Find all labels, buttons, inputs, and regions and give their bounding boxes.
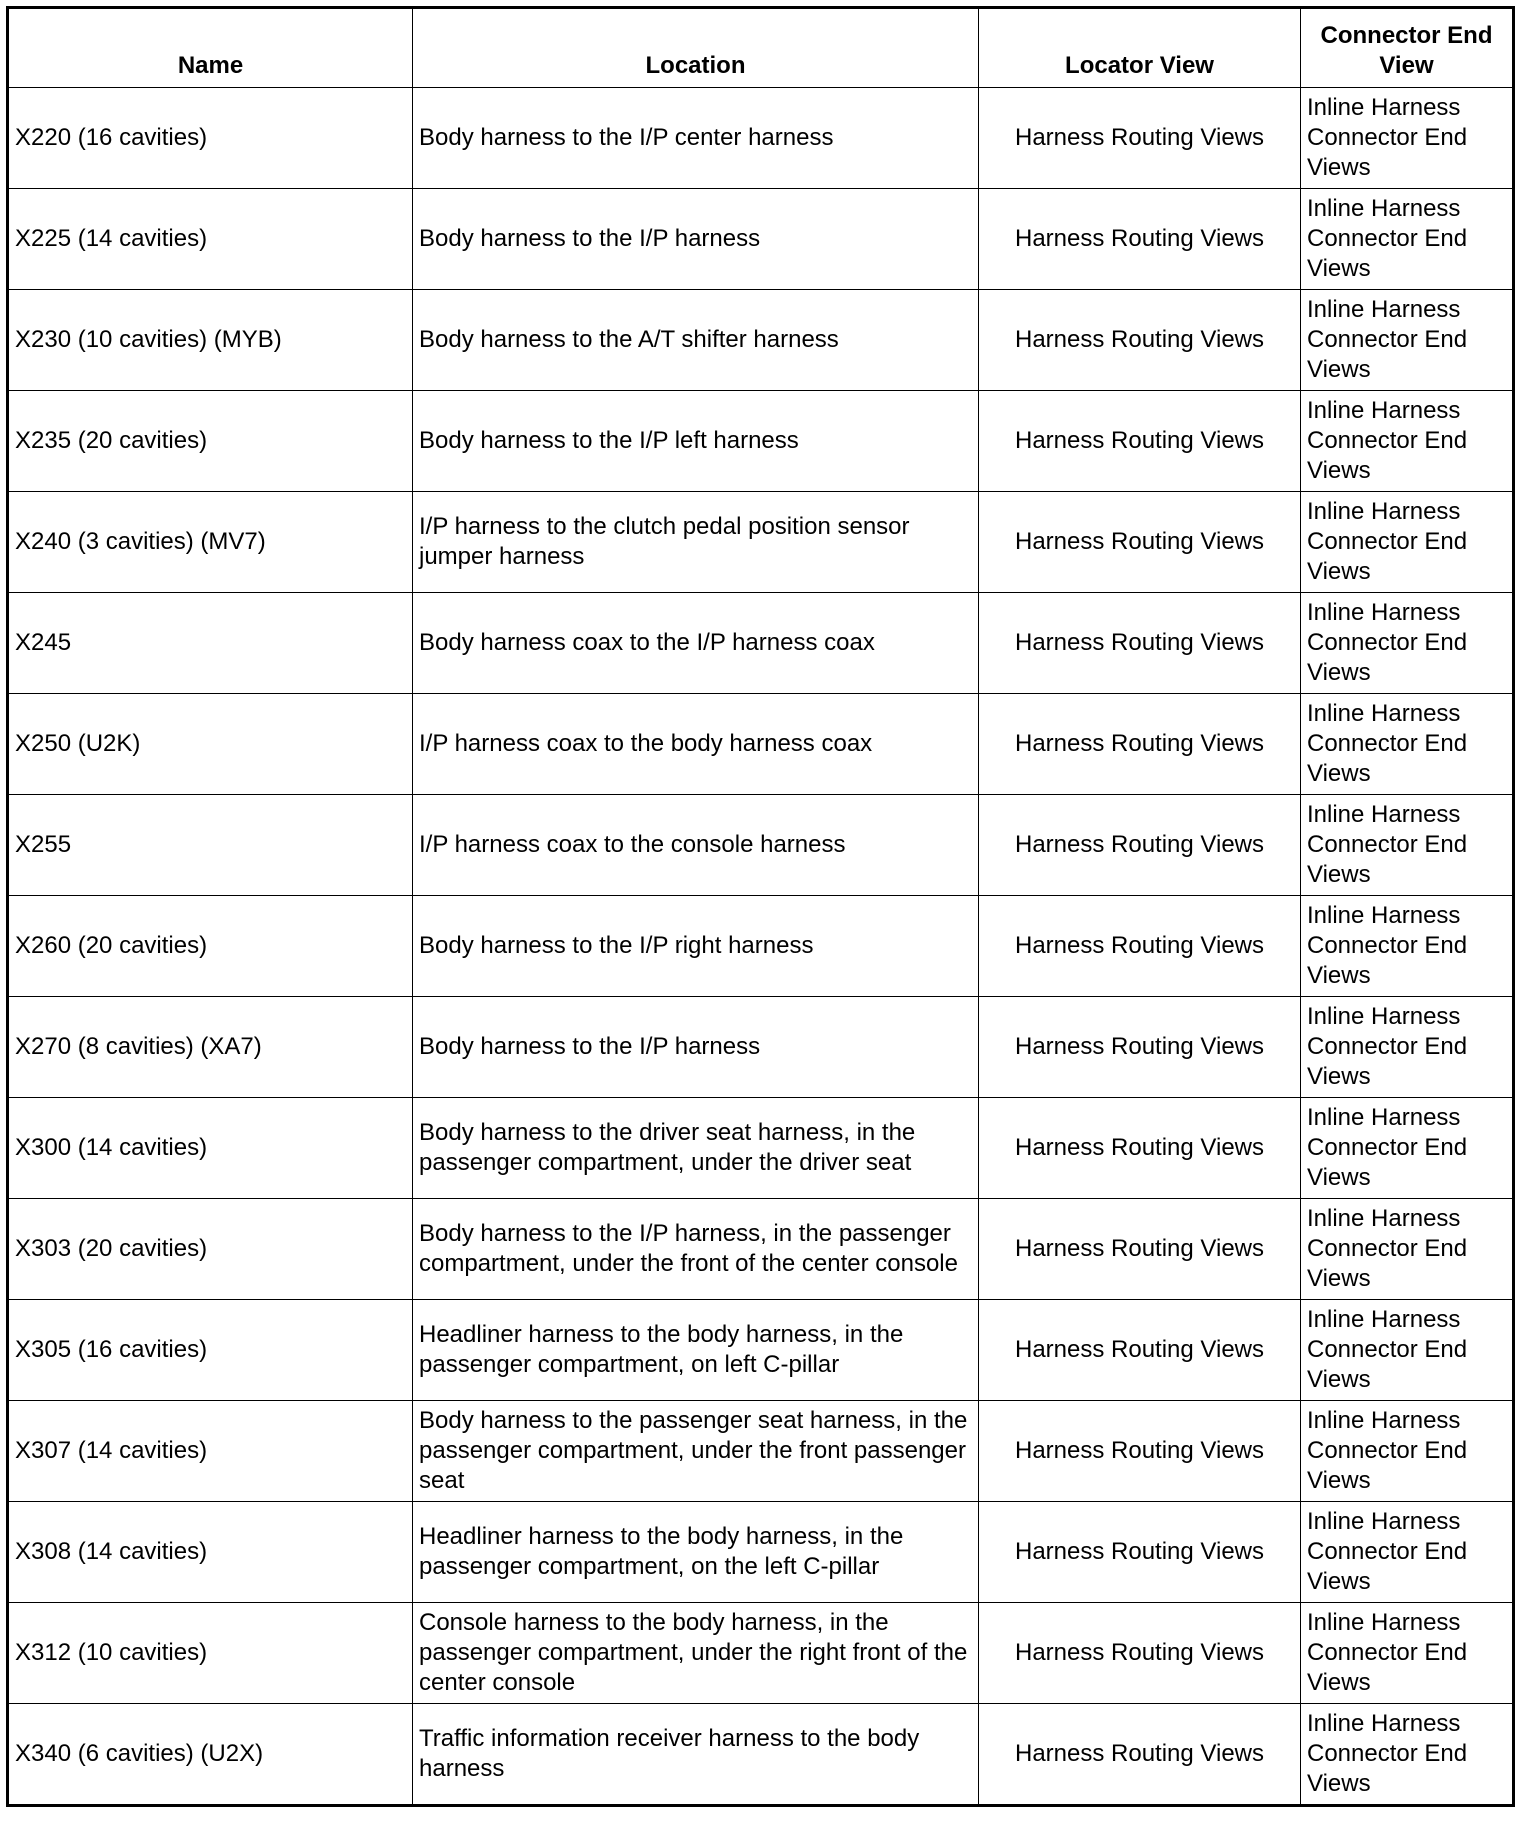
connector-end-view-link[interactable]: Inline Harness Connector End Views <box>1301 795 1514 896</box>
connector-end-view-link[interactable]: Inline Harness Connector End Views <box>1301 1098 1514 1199</box>
locator-view-link[interactable]: Harness Routing Views <box>979 1502 1301 1603</box>
connector-table-sheet <box>6 6 1512 1807</box>
location-cell: I/P harness coax to the body harness coax <box>413 694 979 795</box>
locator-view-link[interactable]: Harness Routing Views <box>979 593 1301 694</box>
locator-view-link[interactable]: Harness Routing Views <box>979 492 1301 593</box>
connector-name-cell: X235 (20 cavities) <box>8 391 413 492</box>
locator-view-link[interactable]: Harness Routing Views <box>979 391 1301 492</box>
connector-end-view-link[interactable]: Inline Harness Connector End Views <box>1301 1704 1514 1806</box>
table-row <box>8 391 1514 492</box>
location-cell: I/P harness to the clutch pedal position sensor jumper harness <box>413 492 979 593</box>
connector-name-cell: X340 (6 cavities) (U2X) <box>8 1704 413 1806</box>
connector-name-cell: X312 (10 cavities) <box>8 1603 413 1704</box>
table-row <box>8 492 1514 593</box>
connector-name-cell: X255 <box>8 795 413 896</box>
locator-view-link[interactable]: Harness Routing Views <box>979 1300 1301 1401</box>
table-row <box>8 290 1514 391</box>
location-cell: Headliner harness to the body harness, in the passenger compartment, on left C-pillar <box>413 1300 979 1401</box>
header-row <box>8 8 1514 88</box>
location-cell: Body harness to the I/P center harness <box>413 88 979 189</box>
connector-end-view-link[interactable]: Inline Harness Connector End Views <box>1301 593 1514 694</box>
locator-view-link[interactable]: Harness Routing Views <box>979 694 1301 795</box>
locator-view-link[interactable]: Harness Routing Views <box>979 1603 1301 1704</box>
table-row <box>8 1401 1514 1502</box>
locator-view-link[interactable]: Harness Routing Views <box>979 189 1301 290</box>
locator-view-link[interactable]: Harness Routing Views <box>979 1401 1301 1502</box>
table-row <box>8 1603 1514 1704</box>
table-header <box>8 8 1514 88</box>
locator-view-link[interactable]: Harness Routing Views <box>979 896 1301 997</box>
column-header-locator-view: Locator View <box>979 8 1301 88</box>
connector-name-cell: X225 (14 cavities) <box>8 189 413 290</box>
table-row <box>8 189 1514 290</box>
location-cell: Body harness to the I/P left harness <box>413 391 979 492</box>
table-row <box>8 1502 1514 1603</box>
connector-name-cell: X230 (10 cavities) (MYB) <box>8 290 413 391</box>
connector-end-view-link[interactable]: Inline Harness Connector End Views <box>1301 391 1514 492</box>
connector-end-view-link[interactable]: Inline Harness Connector End Views <box>1301 1401 1514 1502</box>
locator-view-link[interactable]: Harness Routing Views <box>979 1704 1301 1806</box>
table-row <box>8 593 1514 694</box>
table-row <box>8 1098 1514 1199</box>
table-row <box>8 997 1514 1098</box>
table-row <box>8 795 1514 896</box>
connector-end-view-link[interactable]: Inline Harness Connector End Views <box>1301 896 1514 997</box>
connector-end-view-link[interactable]: Inline Harness Connector End Views <box>1301 290 1514 391</box>
table-row <box>8 1199 1514 1300</box>
location-cell: Headliner harness to the body harness, in the passenger compartment, on the left C-pillar <box>413 1502 979 1603</box>
location-cell: Traffic information receiver harness to the body harness <box>413 1704 979 1806</box>
locator-view-link[interactable]: Harness Routing Views <box>979 1199 1301 1300</box>
connector-name-cell: X303 (20 cavities) <box>8 1199 413 1300</box>
table-body <box>8 88 1514 1806</box>
location-cell: I/P harness coax to the console harness <box>413 795 979 896</box>
column-header-name: Name <box>8 8 413 88</box>
location-cell: Body harness to the A/T shifter harness <box>413 290 979 391</box>
connector-end-view-link[interactable]: Inline Harness Connector End Views <box>1301 88 1514 189</box>
column-header-connector-end-view: Connector End View <box>1301 8 1514 88</box>
connector-end-view-link[interactable]: Inline Harness Connector End Views <box>1301 1603 1514 1704</box>
connector-end-view-link[interactable]: Inline Harness Connector End Views <box>1301 189 1514 290</box>
connector-name-cell: X307 (14 cavities) <box>8 1401 413 1502</box>
locator-view-link[interactable]: Harness Routing Views <box>979 88 1301 189</box>
table-row <box>8 694 1514 795</box>
table-row <box>8 1704 1514 1806</box>
table-row <box>8 896 1514 997</box>
connector-name-cell: X260 (20 cavities) <box>8 896 413 997</box>
location-cell: Body harness to the I/P harness, in the passenger compartment, under the front of the center console <box>413 1199 979 1300</box>
connector-end-view-link[interactable]: Inline Harness Connector End Views <box>1301 694 1514 795</box>
inline-harness-connector-table <box>6 6 1515 1807</box>
connector-end-view-link[interactable]: Inline Harness Connector End Views <box>1301 1199 1514 1300</box>
location-cell: Body harness to the I/P harness <box>413 997 979 1098</box>
column-header-location: Location <box>413 8 979 88</box>
connector-name-cell: X220 (16 cavities) <box>8 88 413 189</box>
connector-name-cell: X245 <box>8 593 413 694</box>
connector-end-view-link[interactable]: Inline Harness Connector End Views <box>1301 1300 1514 1401</box>
locator-view-link[interactable]: Harness Routing Views <box>979 997 1301 1098</box>
connector-name-cell: X240 (3 cavities) (MV7) <box>8 492 413 593</box>
location-cell: Body harness coax to the I/P harness coax <box>413 593 979 694</box>
table-row <box>8 1300 1514 1401</box>
locator-view-link[interactable]: Harness Routing Views <box>979 1098 1301 1199</box>
connector-end-view-link[interactable]: Inline Harness Connector End Views <box>1301 997 1514 1098</box>
table-row <box>8 88 1514 189</box>
connector-name-cell: X270 (8 cavities) (XA7) <box>8 997 413 1098</box>
connector-name-cell: X305 (16 cavities) <box>8 1300 413 1401</box>
connector-name-cell: X250 (U2K) <box>8 694 413 795</box>
connector-end-view-link[interactable]: Inline Harness Connector End Views <box>1301 492 1514 593</box>
location-cell: Console harness to the body harness, in the passenger compartment, under the right front of the center console <box>413 1603 979 1704</box>
connector-name-cell: X300 (14 cavities) <box>8 1098 413 1199</box>
location-cell: Body harness to the I/P right harness <box>413 896 979 997</box>
location-cell: Body harness to the I/P harness <box>413 189 979 290</box>
location-cell: Body harness to the driver seat harness, in the passenger compartment, under the driver seat <box>413 1098 979 1199</box>
locator-view-link[interactable]: Harness Routing Views <box>979 795 1301 896</box>
locator-view-link[interactable]: Harness Routing Views <box>979 290 1301 391</box>
connector-end-view-link[interactable]: Inline Harness Connector End Views <box>1301 1502 1514 1603</box>
location-cell: Body harness to the passenger seat harness, in the passenger compartment, under the front passenger seat <box>413 1401 979 1502</box>
connector-name-cell: X308 (14 cavities) <box>8 1502 413 1603</box>
